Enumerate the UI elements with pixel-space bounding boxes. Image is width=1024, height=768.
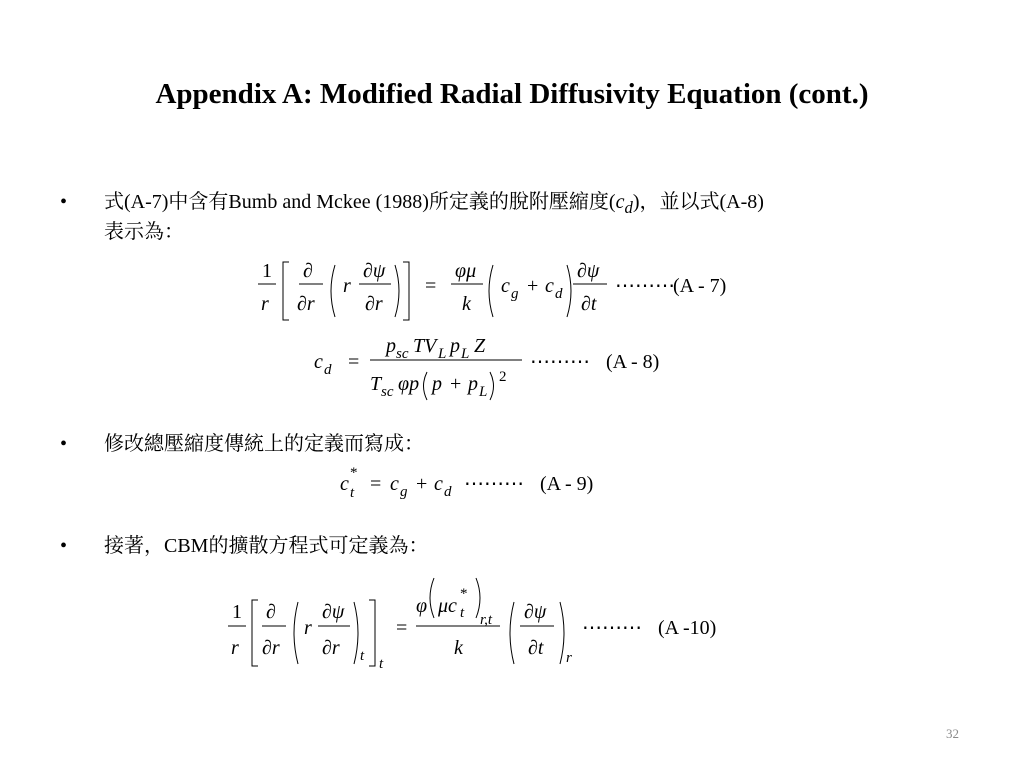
svg-text:t: t [360,648,365,664]
svg-text:c: c [340,473,349,495]
page-number: 32 [946,726,959,741]
svg-text:L: L [479,384,488,400]
svg-text:sc: sc [396,346,409,362]
svg-text:∂ψ: ∂ψ [322,601,345,623]
svg-text:g: g [511,286,519,302]
bullet-1-text-start: 式(A-7)中含有Bumb and Mckee (1988)所定義的脫附壓縮度( [104,191,616,213]
svg-text:∂r: ∂r [322,637,340,659]
bullet-1-text-end: )，並以式(A-8) [632,191,764,213]
svg-text:μc: μc [438,595,457,617]
eq-a9-dots: ⋯⋯⋯ [464,473,524,495]
eq-a7-label: (A - 7) [673,275,727,297]
svg-text:∂r: ∂r [262,637,280,659]
bullet-2-text: 修改總壓縮度傳統上的定義而寫成： [104,433,424,455]
svg-text:t: t [379,656,384,672]
equation-a7 [255,250,755,330]
svg-text:=: = [425,275,437,297]
svg-text:∂t: ∂t [528,637,544,659]
svg-text:+: + [450,373,462,395]
svg-text:sc: sc [381,384,394,400]
svg-text:φp: φp [398,373,420,395]
eq-a7-dots: ⋯⋯⋯ [615,275,675,297]
svg-text:p: p [386,335,396,357]
svg-text:r: r [566,650,572,666]
svg-text:L: L [438,346,447,362]
slide-title: Appendix A: Modified Radial Diffusivity Equation (cont.) [155,78,869,110]
svg-text:r: r [304,617,312,639]
svg-text:c: c [390,473,399,495]
svg-text:∂r: ∂r [365,293,383,315]
svg-text:r: r [261,293,269,315]
svg-text:r,t: r,t [480,612,493,628]
svg-text:t: t [350,485,355,501]
svg-text:+: + [527,275,539,297]
svg-text:TV: TV [413,335,437,357]
svg-text:φμ: φμ [455,260,477,282]
equation-a10 [226,574,746,674]
bullet-1-subscript: d [624,198,633,217]
svg-text:∂ψ: ∂ψ [577,260,600,282]
svg-text:∂ψ: ∂ψ [524,601,547,623]
svg-text:p: p [468,373,478,395]
svg-text:Z: Z [474,335,486,357]
svg-text:∂: ∂ [303,260,313,282]
svg-text:k: k [462,293,471,315]
bullet-dot: • [60,191,68,213]
svg-text:c: c [434,473,443,495]
svg-text:1: 1 [262,260,272,282]
svg-text:=: = [348,351,360,373]
svg-text:1: 1 [232,601,242,623]
svg-text:∂r: ∂r [297,293,315,315]
svg-text:t: t [460,605,465,621]
svg-text:T: T [370,373,382,395]
svg-text:d: d [324,362,332,378]
svg-text:2: 2 [499,369,507,385]
equation-a8 [312,332,712,412]
eq-a10-dots: ⋯⋯⋯ [582,617,642,639]
bullet-1-line-1 [104,188,764,222]
svg-text:c: c [545,275,554,297]
svg-text:+: + [416,473,428,495]
bullet-dot: • [60,535,68,557]
svg-text:k: k [454,637,463,659]
bullet-3-text: 接著，CBM的擴散方程式可定義為： [104,535,429,557]
eq-a9-label: (A - 9) [540,473,594,495]
svg-text:*: * [460,586,468,602]
svg-text:p: p [432,373,442,395]
svg-text:φ: φ [416,595,428,617]
svg-text:∂t: ∂t [581,293,597,315]
svg-text:=: = [396,617,408,639]
equation-a9 [338,460,638,505]
svg-text:r: r [343,275,351,297]
bullet-1-variable: c [615,191,625,213]
svg-text:d: d [555,286,563,302]
eq-a8-dots: ⋯⋯⋯ [530,351,590,373]
svg-text:∂ψ: ∂ψ [363,260,386,282]
svg-text:c: c [501,275,510,297]
svg-text:p: p [450,335,460,357]
svg-text:=: = [370,473,382,495]
svg-text:∂: ∂ [266,601,276,623]
bullet-dot: • [60,433,68,455]
bullet-1-line-2: 表示為： [104,221,184,243]
svg-text:*: * [350,465,358,481]
svg-text:g: g [400,484,408,500]
eq-a8-label: (A - 8) [606,351,660,373]
eq-a10-label: (A -10) [658,617,717,639]
svg-text:d: d [444,484,452,500]
svg-text:r: r [231,637,239,659]
svg-text:L: L [461,346,470,362]
svg-text:c: c [314,351,323,373]
